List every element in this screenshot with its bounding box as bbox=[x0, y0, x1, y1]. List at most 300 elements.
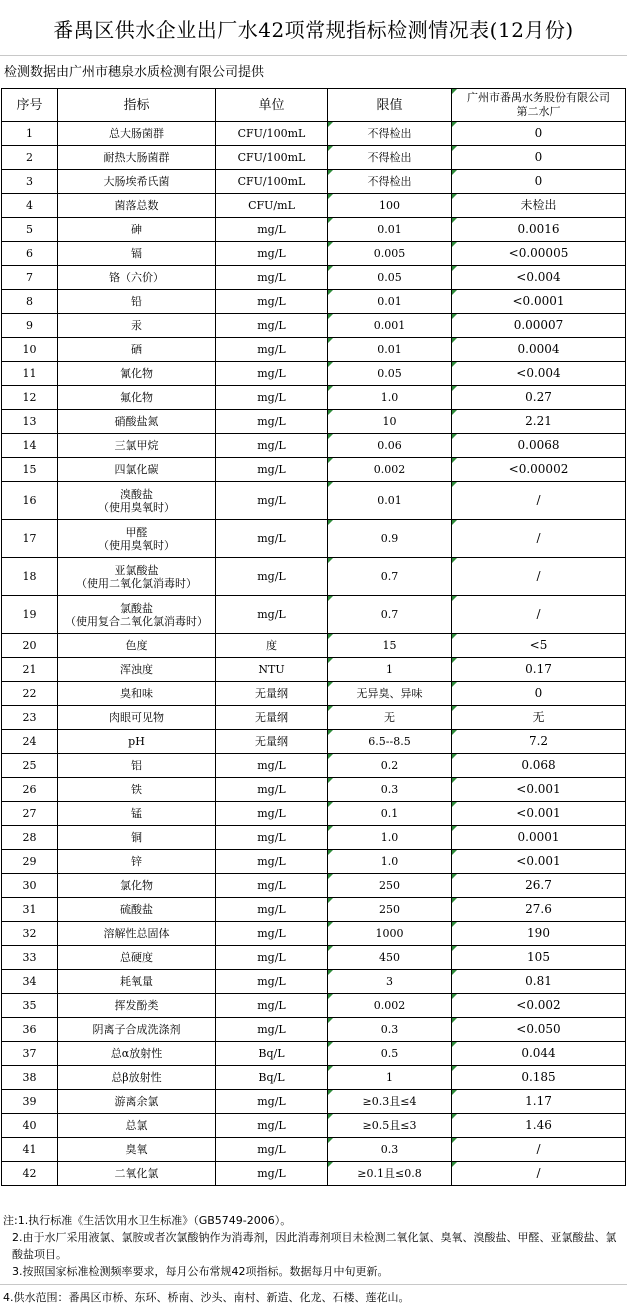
cell-indicator bbox=[58, 826, 216, 850]
cell-no: 42 bbox=[2, 1162, 58, 1186]
indicator-name: 浑浊度 bbox=[120, 663, 153, 676]
cell-no: 32 bbox=[2, 922, 58, 946]
cell-indicator bbox=[58, 682, 216, 706]
cell-limit: 不得检出 bbox=[328, 122, 452, 146]
cell-indicator bbox=[58, 290, 216, 314]
cell-indicator bbox=[58, 634, 216, 658]
cell-no: 8 bbox=[2, 290, 58, 314]
indicator-name: 三氯甲烷 bbox=[114, 439, 159, 452]
cell-no: 37 bbox=[2, 1042, 58, 1066]
header-plant bbox=[452, 89, 626, 122]
cell-result: 0 bbox=[452, 146, 626, 170]
cell-no: 2 bbox=[2, 146, 58, 170]
indicator-condition: （使用复合二氧化氯消毒时） bbox=[65, 614, 208, 628]
cell-unit: mg/L bbox=[216, 410, 328, 434]
page-title: 番禺区供水企业出厂水42项常规指标检测情况表(12月份) bbox=[0, 0, 627, 56]
cell-result: 26.7 bbox=[452, 874, 626, 898]
indicator-name: 铝 bbox=[131, 759, 142, 772]
cell-limit: 0.005 bbox=[328, 242, 452, 266]
cell-unit: mg/L bbox=[216, 1138, 328, 1162]
cell-limit: 3 bbox=[328, 970, 452, 994]
cell-no: 12 bbox=[2, 386, 58, 410]
cell-no: 34 bbox=[2, 970, 58, 994]
table-row bbox=[2, 338, 626, 362]
cell-unit: Bq/L bbox=[216, 1042, 328, 1066]
cell-no: 6 bbox=[2, 242, 58, 266]
cell-indicator bbox=[58, 1090, 216, 1114]
cell-limit: 0.7 bbox=[328, 596, 452, 634]
table-row bbox=[2, 1090, 626, 1114]
cell-result: 0 bbox=[452, 122, 626, 146]
cell-indicator bbox=[58, 482, 216, 520]
cell-limit: 0.3 bbox=[328, 1138, 452, 1162]
cell-unit: mg/L bbox=[216, 874, 328, 898]
cell-unit: mg/L bbox=[216, 922, 328, 946]
table-row bbox=[2, 730, 626, 754]
cell-indicator bbox=[58, 730, 216, 754]
cell-limit: 不得检出 bbox=[328, 170, 452, 194]
cell-result: 0.0016 bbox=[452, 218, 626, 242]
cell-indicator bbox=[58, 338, 216, 362]
cell-indicator bbox=[58, 994, 216, 1018]
indicator-name: 臭氧 bbox=[125, 1143, 148, 1156]
cell-indicator bbox=[58, 242, 216, 266]
cell-result: 0.00007 bbox=[452, 314, 626, 338]
indicator-name: 硫酸盐 bbox=[120, 903, 153, 916]
cell-no: 4 bbox=[2, 194, 58, 218]
cell-limit: 1.0 bbox=[328, 826, 452, 850]
cell-unit: mg/L bbox=[216, 1162, 328, 1186]
indicator-name: 菌落总数 bbox=[114, 199, 159, 212]
cell-indicator bbox=[58, 898, 216, 922]
table-row bbox=[2, 802, 626, 826]
table-row bbox=[2, 434, 626, 458]
cell-unit: mg/L bbox=[216, 386, 328, 410]
cell-indicator bbox=[58, 1018, 216, 1042]
cell-unit: mg/L bbox=[216, 1018, 328, 1042]
cell-result: <0.050 bbox=[452, 1018, 626, 1042]
cell-limit: 0.002 bbox=[328, 458, 452, 482]
cell-unit: mg/L bbox=[216, 1090, 328, 1114]
cell-no: 38 bbox=[2, 1066, 58, 1090]
cell-unit: mg/L bbox=[216, 558, 328, 596]
cell-indicator bbox=[58, 1066, 216, 1090]
cell-limit: 0.06 bbox=[328, 434, 452, 458]
cell-limit: 1.0 bbox=[328, 850, 452, 874]
cell-no: 23 bbox=[2, 706, 58, 730]
cell-limit: 450 bbox=[328, 946, 452, 970]
table-row bbox=[2, 946, 626, 970]
cell-result: 0.044 bbox=[452, 1042, 626, 1066]
table-row bbox=[2, 658, 626, 682]
footnotes bbox=[0, 1208, 627, 1280]
cell-indicator bbox=[58, 146, 216, 170]
indicator-name: 汞 bbox=[131, 319, 142, 332]
cell-limit: 6.5--8.5 bbox=[328, 730, 452, 754]
cell-indicator bbox=[58, 922, 216, 946]
cell-indicator bbox=[58, 194, 216, 218]
cell-limit: 0.001 bbox=[328, 314, 452, 338]
table-row bbox=[2, 850, 626, 874]
table-row bbox=[2, 242, 626, 266]
indicator-name: 色度 bbox=[125, 639, 148, 652]
cell-result: <0.00005 bbox=[452, 242, 626, 266]
cell-indicator bbox=[58, 658, 216, 682]
cell-unit: 无量纲 bbox=[216, 706, 328, 730]
table-row bbox=[2, 194, 626, 218]
cell-no: 41 bbox=[2, 1138, 58, 1162]
cell-no: 21 bbox=[2, 658, 58, 682]
cell-unit: mg/L bbox=[216, 778, 328, 802]
cell-result: 0.185 bbox=[452, 1066, 626, 1090]
indicator-name: 阴离子合成洗涤剂 bbox=[92, 1023, 181, 1036]
indicator-name: 臭和味 bbox=[120, 687, 153, 700]
header-unit: 单位 bbox=[216, 89, 328, 122]
cell-unit: CFU/100mL bbox=[216, 146, 328, 170]
table-row bbox=[2, 170, 626, 194]
cell-no: 18 bbox=[2, 558, 58, 596]
table-row bbox=[2, 1066, 626, 1090]
cell-unit: mg/L bbox=[216, 242, 328, 266]
cell-limit: 1 bbox=[328, 1066, 452, 1090]
indicator-name: 砷 bbox=[131, 223, 142, 236]
table-row bbox=[2, 386, 626, 410]
cell-unit: mg/L bbox=[216, 1114, 328, 1138]
cell-result: 1.46 bbox=[452, 1114, 626, 1138]
cell-unit: mg/L bbox=[216, 434, 328, 458]
table-row bbox=[2, 1042, 626, 1066]
cell-limit: 0.5 bbox=[328, 1042, 452, 1066]
cell-unit: mg/L bbox=[216, 338, 328, 362]
cell-indicator bbox=[58, 850, 216, 874]
supply-scope-note: 4.供水范围：番禺区市桥、东环、桥南、沙头、南村、新造、化龙、石楼、莲花山。 bbox=[0, 1284, 627, 1310]
indicator-name: 大肠埃希氏菌 bbox=[103, 175, 170, 188]
cell-limit: 无异臭、异味 bbox=[328, 682, 452, 706]
cell-no: 17 bbox=[2, 520, 58, 558]
cell-no: 3 bbox=[2, 170, 58, 194]
cell-indicator bbox=[58, 218, 216, 242]
cell-limit: ≥0.1且≤0.8 bbox=[328, 1162, 452, 1186]
cell-result: <0.004 bbox=[452, 266, 626, 290]
indicator-name: 溴酸盐 bbox=[120, 487, 153, 501]
cell-indicator bbox=[58, 520, 216, 558]
indicator-name: pH bbox=[128, 735, 145, 748]
table-row bbox=[2, 1162, 626, 1186]
cell-unit: 无量纲 bbox=[216, 730, 328, 754]
cell-result: 190 bbox=[452, 922, 626, 946]
indicator-name: 锰 bbox=[131, 807, 142, 820]
note-3: 3.按照国家标准检测频率要求，每月公布常规42项指标。数据每月中旬更新。 bbox=[12, 1265, 389, 1278]
table-row bbox=[2, 754, 626, 778]
cell-limit: 0.01 bbox=[328, 290, 452, 314]
cell-unit: Bq/L bbox=[216, 1066, 328, 1090]
cell-no: 16 bbox=[2, 482, 58, 520]
cell-indicator bbox=[58, 386, 216, 410]
table-row bbox=[2, 458, 626, 482]
cell-limit: 15 bbox=[328, 634, 452, 658]
indicator-name: 氰化物 bbox=[120, 367, 153, 380]
cell-limit: ≥0.3且≤4 bbox=[328, 1090, 452, 1114]
cell-unit: mg/L bbox=[216, 482, 328, 520]
cell-result: 1.17 bbox=[452, 1090, 626, 1114]
indicator-condition: （使用臭氧时） bbox=[98, 538, 175, 552]
cell-result: <0.00002 bbox=[452, 458, 626, 482]
cell-result: 0.0068 bbox=[452, 434, 626, 458]
cell-no: 10 bbox=[2, 338, 58, 362]
indicator-name: 铬（六价） bbox=[109, 271, 164, 284]
cell-result: 7.2 bbox=[452, 730, 626, 754]
cell-indicator bbox=[58, 946, 216, 970]
indicator-name: 肉眼可见物 bbox=[109, 711, 164, 724]
cell-unit: mg/L bbox=[216, 754, 328, 778]
cell-indicator bbox=[58, 1138, 216, 1162]
cell-result: / bbox=[452, 1138, 626, 1162]
table-row bbox=[2, 778, 626, 802]
cell-limit: 0.05 bbox=[328, 362, 452, 386]
cell-no: 36 bbox=[2, 1018, 58, 1042]
table-row bbox=[2, 290, 626, 314]
cell-result: / bbox=[452, 1162, 626, 1186]
indicator-name: 总硬度 bbox=[120, 951, 153, 964]
cell-indicator bbox=[58, 778, 216, 802]
note-1: 注:1.执行标准《生活饮用水卫生标准》（GB5749-2006）。 bbox=[3, 1214, 292, 1227]
cell-indicator bbox=[58, 434, 216, 458]
cell-result: / bbox=[452, 558, 626, 596]
table-row bbox=[2, 970, 626, 994]
cell-unit: 度 bbox=[216, 634, 328, 658]
cell-indicator bbox=[58, 1162, 216, 1186]
cell-limit: 0.1 bbox=[328, 802, 452, 826]
cell-result: <0.001 bbox=[452, 778, 626, 802]
cell-no: 28 bbox=[2, 826, 58, 850]
indicator-name: 耗氧量 bbox=[120, 975, 153, 988]
cell-result: 0 bbox=[452, 682, 626, 706]
indicator-condition: （使用臭氧时） bbox=[98, 500, 175, 514]
table-row bbox=[2, 558, 626, 596]
table-row bbox=[2, 1114, 626, 1138]
cell-unit: mg/L bbox=[216, 970, 328, 994]
cell-result: 0.0004 bbox=[452, 338, 626, 362]
table-row bbox=[2, 682, 626, 706]
cell-indicator bbox=[58, 1042, 216, 1066]
cell-result: <0.004 bbox=[452, 362, 626, 386]
indicator-name: 总大肠菌群 bbox=[109, 127, 164, 140]
cell-result: / bbox=[452, 596, 626, 634]
cell-no: 15 bbox=[2, 458, 58, 482]
table-row bbox=[2, 520, 626, 558]
indicator-name: 总β放射性 bbox=[111, 1071, 162, 1084]
cell-indicator bbox=[58, 558, 216, 596]
cell-unit: mg/L bbox=[216, 362, 328, 386]
cell-no: 14 bbox=[2, 434, 58, 458]
data-source-note: 检测数据由广州市穗泉水质检测有限公司提供 bbox=[4, 65, 265, 80]
cell-indicator bbox=[58, 754, 216, 778]
indicator-name: 氯酸盐 bbox=[120, 601, 153, 615]
cell-indicator bbox=[58, 706, 216, 730]
cell-no: 5 bbox=[2, 218, 58, 242]
table-row bbox=[2, 314, 626, 338]
cell-no: 1 bbox=[2, 122, 58, 146]
table-row bbox=[2, 410, 626, 434]
cell-result: 0.27 bbox=[452, 386, 626, 410]
indicator-name: 硝酸盐氮 bbox=[114, 415, 159, 428]
cell-unit: NTU bbox=[216, 658, 328, 682]
cell-limit: ≥0.5且≤3 bbox=[328, 1114, 452, 1138]
cell-result: 0.81 bbox=[452, 970, 626, 994]
cell-no: 35 bbox=[2, 994, 58, 1018]
cell-limit: 1 bbox=[328, 658, 452, 682]
cell-limit: 不得检出 bbox=[328, 146, 452, 170]
cell-result: <0.0001 bbox=[452, 290, 626, 314]
cell-no: 11 bbox=[2, 362, 58, 386]
cell-no: 19 bbox=[2, 596, 58, 634]
table-row bbox=[2, 826, 626, 850]
cell-result: <0.002 bbox=[452, 994, 626, 1018]
header-plant-line2: 第二水厂 bbox=[516, 105, 561, 118]
cell-result: 2.21 bbox=[452, 410, 626, 434]
cell-no: 24 bbox=[2, 730, 58, 754]
header-plant-line1: 广州市番禺水务股份有限公司 bbox=[467, 91, 610, 104]
cell-limit: 10 bbox=[328, 410, 452, 434]
table-row bbox=[2, 898, 626, 922]
cell-no: 7 bbox=[2, 266, 58, 290]
cell-no: 39 bbox=[2, 1090, 58, 1114]
cell-result: <5 bbox=[452, 634, 626, 658]
cell-no: 31 bbox=[2, 898, 58, 922]
cell-limit: 0.7 bbox=[328, 558, 452, 596]
cell-result: 0 bbox=[452, 170, 626, 194]
cell-unit: mg/L bbox=[216, 458, 328, 482]
table-row bbox=[2, 874, 626, 898]
cell-unit: mg/L bbox=[216, 850, 328, 874]
cell-result: 0.17 bbox=[452, 658, 626, 682]
table-row bbox=[2, 922, 626, 946]
cell-indicator bbox=[58, 122, 216, 146]
indicator-name: 挥发酚类 bbox=[114, 999, 159, 1012]
cell-result: <0.001 bbox=[452, 850, 626, 874]
cell-limit: 0.3 bbox=[328, 1018, 452, 1042]
cell-limit: 1000 bbox=[328, 922, 452, 946]
cell-result: 27.6 bbox=[452, 898, 626, 922]
table-row bbox=[2, 482, 626, 520]
table-header-row bbox=[2, 89, 626, 122]
cell-unit: CFU/100mL bbox=[216, 122, 328, 146]
indicator-condition: （使用二氧化氯消毒时） bbox=[76, 576, 197, 590]
cell-result: 0.068 bbox=[452, 754, 626, 778]
cell-limit: 250 bbox=[328, 874, 452, 898]
cell-indicator bbox=[58, 314, 216, 338]
indicator-name: 亚氯酸盐 bbox=[114, 563, 159, 577]
cell-limit: 0.3 bbox=[328, 778, 452, 802]
cell-no: 22 bbox=[2, 682, 58, 706]
cell-result: 未检出 bbox=[452, 194, 626, 218]
cell-no: 40 bbox=[2, 1114, 58, 1138]
cell-unit: mg/L bbox=[216, 946, 328, 970]
cell-unit: mg/L bbox=[216, 314, 328, 338]
cell-limit: 1.0 bbox=[328, 386, 452, 410]
cell-no: 20 bbox=[2, 634, 58, 658]
indicator-name: 镉 bbox=[131, 247, 142, 260]
cell-unit: mg/L bbox=[216, 290, 328, 314]
cell-unit: mg/L bbox=[216, 994, 328, 1018]
cell-unit: mg/L bbox=[216, 826, 328, 850]
cell-no: 33 bbox=[2, 946, 58, 970]
cell-limit: 0.01 bbox=[328, 338, 452, 362]
cell-limit: 无 bbox=[328, 706, 452, 730]
table-row bbox=[2, 146, 626, 170]
indicator-name: 硒 bbox=[131, 343, 142, 356]
cell-no: 27 bbox=[2, 802, 58, 826]
note-2: 2.由于水厂采用液氯、氯胺或者次氯酸钠作为消毒剂，因此消毒剂项目未检测二氧化氯、臭氧、溴酸盐、甲醛、亚氯酸盐、氯酸盐项目。 bbox=[12, 1231, 617, 1261]
cell-limit: 0.002 bbox=[328, 994, 452, 1018]
cell-no: 30 bbox=[2, 874, 58, 898]
cell-indicator bbox=[58, 410, 216, 434]
indicator-name: 游离余氯 bbox=[114, 1095, 159, 1108]
indicator-name: 二氧化氯 bbox=[114, 1167, 159, 1180]
cell-indicator bbox=[58, 596, 216, 634]
cell-result: / bbox=[452, 520, 626, 558]
cell-result: 无 bbox=[452, 706, 626, 730]
cell-indicator bbox=[58, 802, 216, 826]
header-limit: 限值 bbox=[328, 89, 452, 122]
indicator-name: 氯化物 bbox=[120, 879, 153, 892]
indicator-name: 溶解性总固体 bbox=[103, 927, 170, 940]
cell-indicator bbox=[58, 458, 216, 482]
table-row bbox=[2, 706, 626, 730]
cell-no: 13 bbox=[2, 410, 58, 434]
cell-limit: 0.01 bbox=[328, 482, 452, 520]
indicator-name: 甲醛 bbox=[125, 525, 148, 539]
cell-result: <0.001 bbox=[452, 802, 626, 826]
indicator-name: 锌 bbox=[131, 855, 142, 868]
cell-unit: mg/L bbox=[216, 802, 328, 826]
cell-result: 0.0001 bbox=[452, 826, 626, 850]
indicator-name: 四氯化碳 bbox=[114, 463, 159, 476]
cell-unit: mg/L bbox=[216, 898, 328, 922]
table-row bbox=[2, 266, 626, 290]
indicator-name: 总α放射性 bbox=[110, 1047, 163, 1060]
table-row bbox=[2, 362, 626, 386]
indicator-name: 耐热大肠菌群 bbox=[103, 151, 170, 164]
cell-limit: 0.05 bbox=[328, 266, 452, 290]
cell-limit: 100 bbox=[328, 194, 452, 218]
indicator-name: 氟化物 bbox=[120, 391, 153, 404]
cell-indicator bbox=[58, 362, 216, 386]
cell-unit: mg/L bbox=[216, 218, 328, 242]
cell-indicator bbox=[58, 874, 216, 898]
cell-no: 25 bbox=[2, 754, 58, 778]
cell-limit: 0.9 bbox=[328, 520, 452, 558]
cell-unit: CFU/mL bbox=[216, 194, 328, 218]
cell-unit: mg/L bbox=[216, 596, 328, 634]
indicator-name: 总氯 bbox=[125, 1119, 148, 1132]
cell-result: 105 bbox=[452, 946, 626, 970]
cell-limit: 0.2 bbox=[328, 754, 452, 778]
header-indicator: 指标 bbox=[58, 89, 216, 122]
cell-no: 29 bbox=[2, 850, 58, 874]
indicator-table bbox=[1, 88, 626, 1186]
indicator-name: 铁 bbox=[131, 783, 142, 796]
table-row bbox=[2, 994, 626, 1018]
table-row bbox=[2, 1138, 626, 1162]
cell-indicator bbox=[58, 970, 216, 994]
table-body bbox=[2, 122, 626, 1186]
cell-limit: 0.01 bbox=[328, 218, 452, 242]
cell-unit: mg/L bbox=[216, 520, 328, 558]
table-row bbox=[2, 1018, 626, 1042]
cell-indicator bbox=[58, 266, 216, 290]
table-row bbox=[2, 218, 626, 242]
